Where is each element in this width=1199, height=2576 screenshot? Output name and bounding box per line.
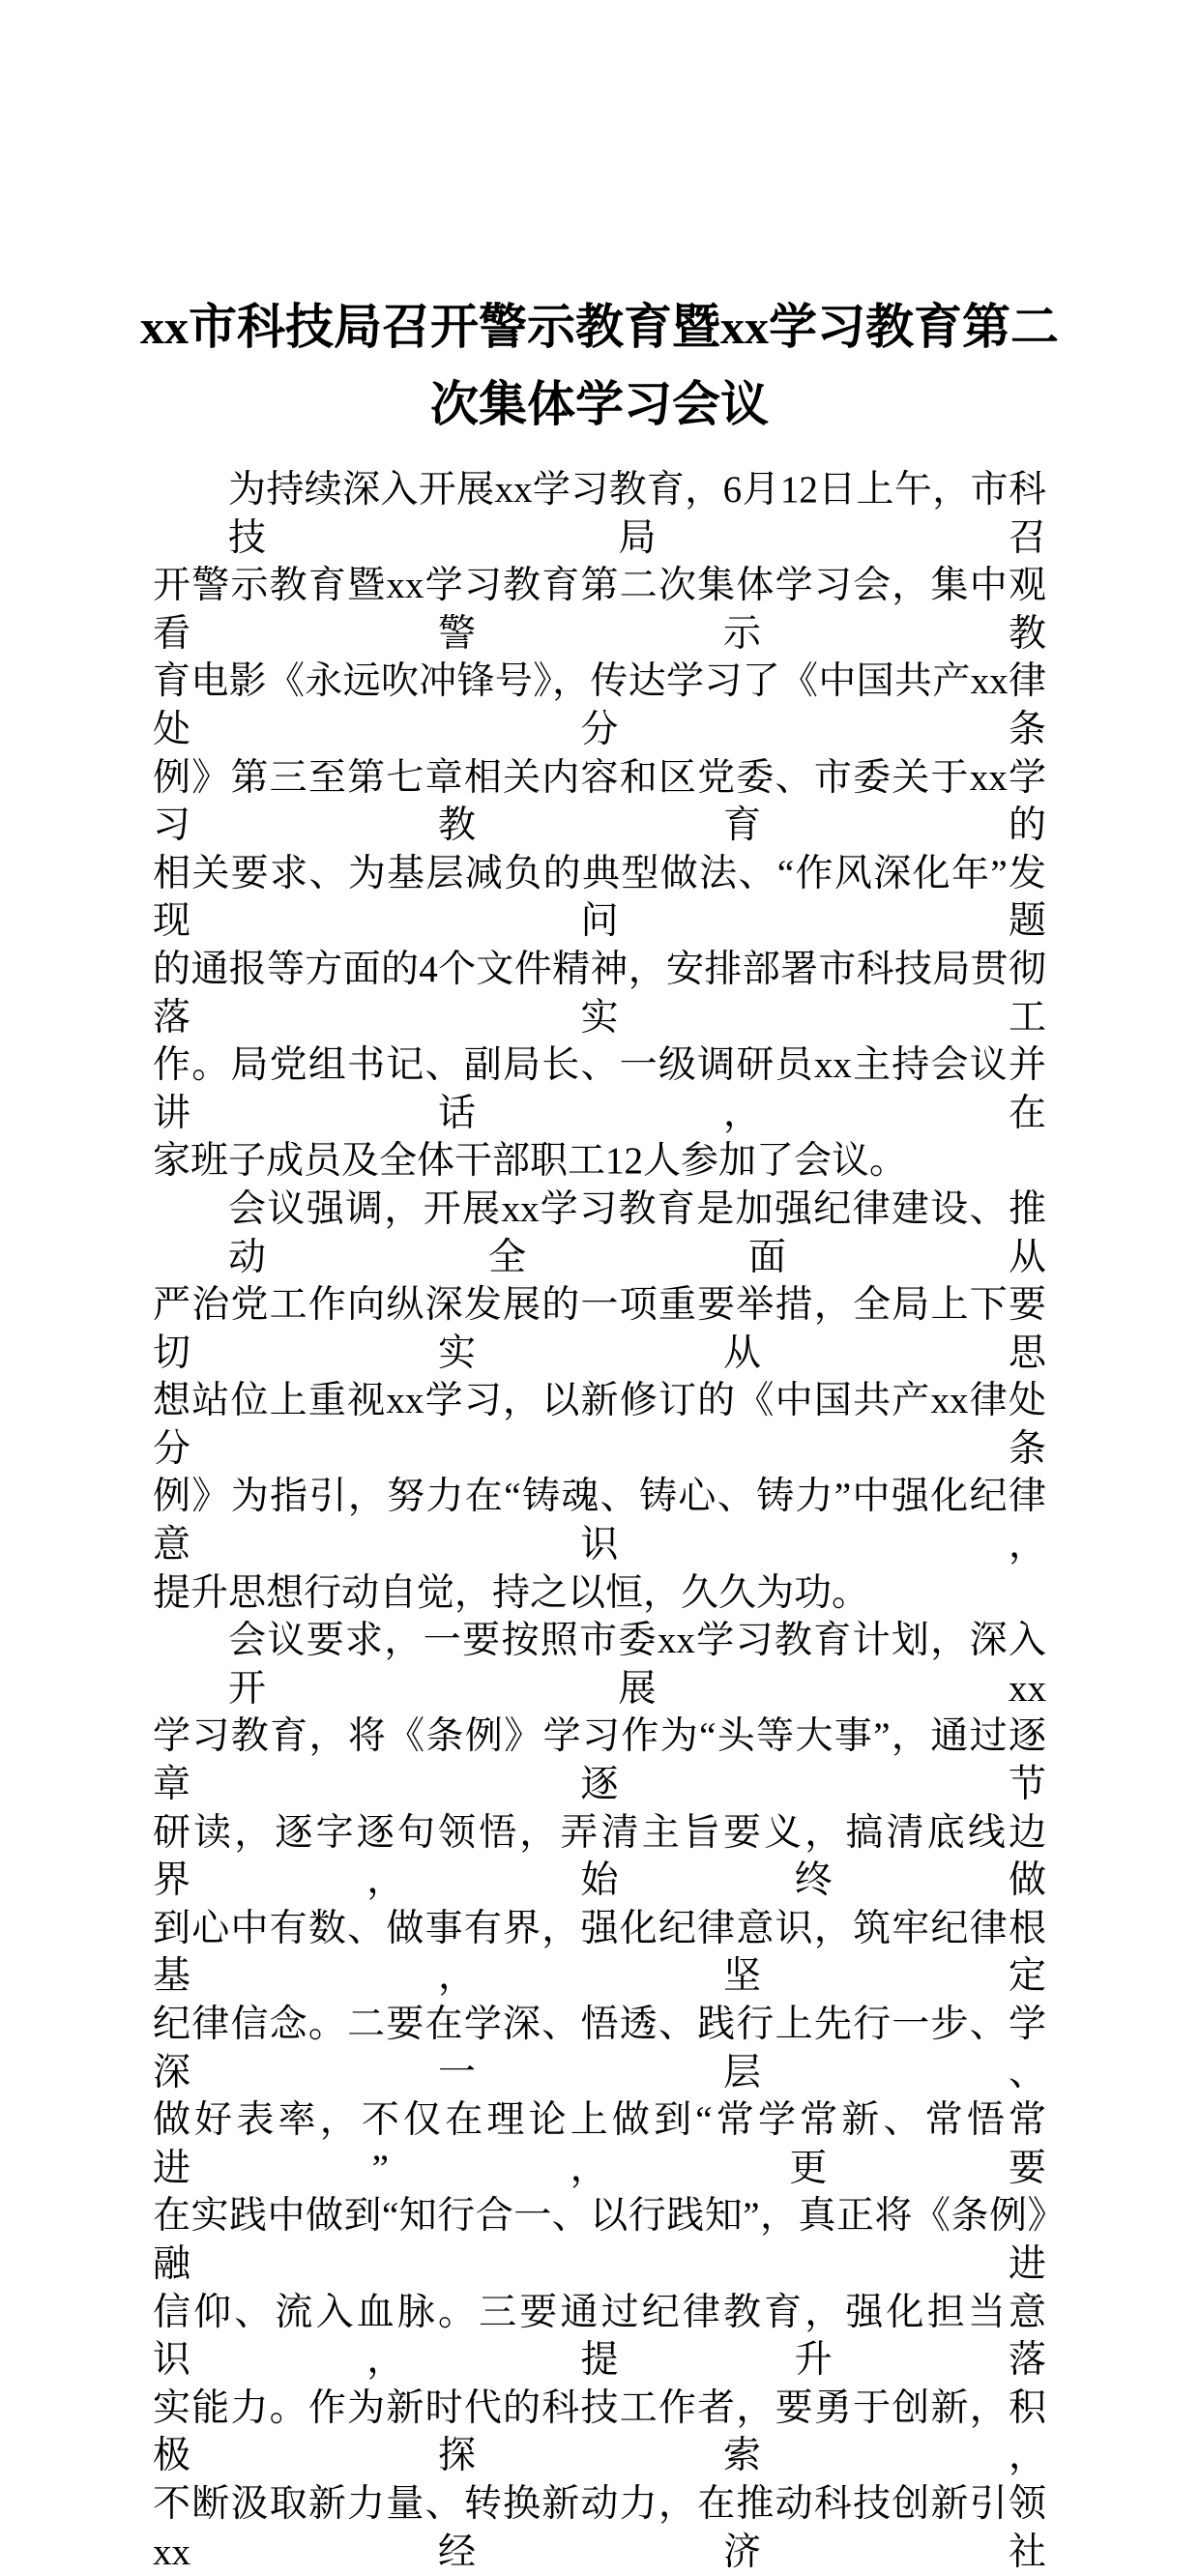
document-body bbox=[153, 466, 1046, 2576]
text-line: 研读，逐字逐句领悟，弄清主旨要义，搞清底线边界，始终做 bbox=[153, 1811, 1046, 1902]
text-line: 纪律信念。二要在学深、悟透、践行上先行一步、学深一层、 bbox=[153, 2004, 1046, 2093]
document-title-line-1: xx市科技局召开警示教育暨xx学习教育第二 bbox=[140, 300, 1059, 354]
text-line: 例》为指引，努力在“铸魂、铸心、铸力”中强化纪律意识， bbox=[153, 1476, 1046, 1566]
text-line: 的通报等方面的4个文件精神，安排部署市科技局贯彻落实工 bbox=[153, 948, 1046, 1039]
document-title-line-2: 次集体学习会议 bbox=[430, 377, 769, 431]
text-line: 育电影《永远吹冲锋号》，传达学习了《中国共产xx律处分条 bbox=[153, 660, 1046, 750]
paragraph bbox=[153, 1617, 1046, 2576]
text-line: 实能力。作为新时代的科技工作者，要勇于创新，积极探索， bbox=[153, 2386, 1046, 2477]
text-line: 做好表率，不仅在理论上做到“常学常新、常悟常进”，更要 bbox=[153, 2099, 1046, 2189]
text-line: 严治党工作向纵深发展的一项重要举措，全局上下要切实从思 bbox=[153, 1284, 1046, 1374]
paragraph bbox=[153, 1186, 1046, 1617]
paragraph bbox=[153, 466, 1046, 1186]
text-line: 为持续深入开展xx学习教育，6月12日上午，市科技局召 bbox=[228, 469, 1046, 559]
text-line: 信仰、流入血脉。三要通过纪律教育，强化担当意识，提升落 bbox=[153, 2291, 1046, 2382]
text-line: 到心中有数、做事有界，强化纪律意识，筑牢纪律根基，坚定 bbox=[153, 1907, 1046, 1998]
text-line: 开警示教育暨xx学习教育第二次集体学习会，集中观看警示教 bbox=[153, 565, 1046, 655]
text-line: 会议要求，一要按照市委xx学习教育计划，深入开展xx bbox=[228, 1620, 1046, 1710]
text-line: 相关要求、为基层减负的典型做法、“作风深化年”发现问题 bbox=[153, 852, 1046, 943]
document-page bbox=[0, 298, 1199, 2576]
text-line: 学习教育，将《条例》学习作为“头等大事”，通过逐章逐节 bbox=[153, 1715, 1046, 1806]
text-line: 想站位上重视xx学习，以新修订的《中国共产xx律处分条 bbox=[153, 1380, 1046, 1470]
document-title bbox=[116, 298, 1083, 433]
text-line: 在实践中做到“知行合一、以行践知”，真正将《条例》融进 bbox=[153, 2195, 1046, 2285]
text-line: 作。局党组书记、副局长、一级调研员xx主持会议并讲话，在 bbox=[153, 1044, 1046, 1134]
text-line: 提升思想行动自觉，持之以恒，久久为功。 bbox=[153, 1571, 870, 1614]
text-line: 不断汲取新力量、转换新动力，在推动科技创新引领xx经济社 bbox=[153, 2482, 1046, 2573]
text-line: 例》第三至第七章相关内容和区党委、市委关于xx学习教育的 bbox=[153, 756, 1046, 847]
text-line: 家班子成员及全体干部职工12人参加了会议。 bbox=[153, 1140, 908, 1183]
text-line: 会议强调，开展xx学习教育是加强纪律建设、推动全面从 bbox=[228, 1187, 1046, 1278]
